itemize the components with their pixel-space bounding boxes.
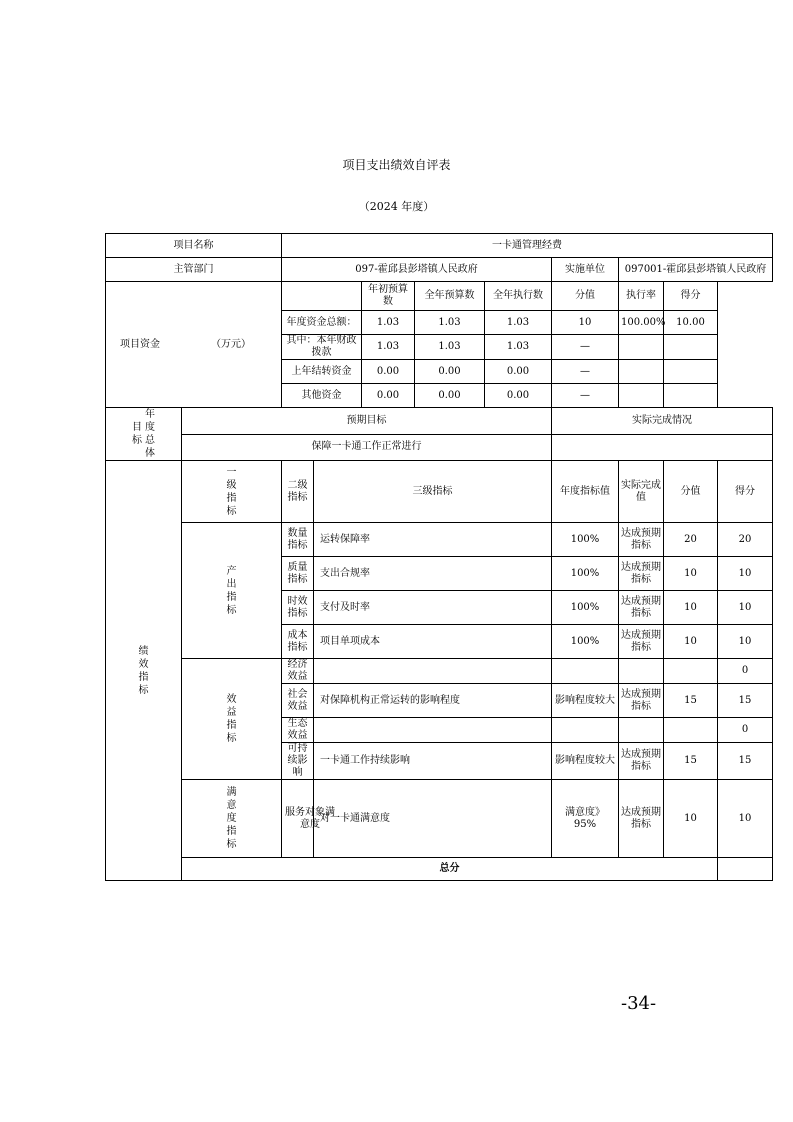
goal-header-row xyxy=(106,408,773,435)
funds-row-label: 年度资金总额： xyxy=(282,311,362,335)
funds-row-label: 其他资金 xyxy=(282,384,362,408)
perf-label-cell xyxy=(106,461,182,881)
perf-target: 影响程度较大 xyxy=(552,684,619,718)
impl-label: 实施单位 xyxy=(552,258,619,282)
funds-row-label: 上年结转资金 xyxy=(282,360,362,384)
perf-level3: 对保障机构正常运转的影响程度 xyxy=(314,684,552,718)
impl-value: 097001-霍邱县彭塔镇人民政府 xyxy=(619,258,773,282)
funds-cell: 0.00 xyxy=(485,384,552,408)
perf-h-target: 年度指标值 xyxy=(552,461,619,523)
perf-level3: 支付及时率 xyxy=(314,591,552,625)
funds-cell: 1.03 xyxy=(415,311,485,335)
form-title: 项目支出绩效自评表 xyxy=(342,158,451,172)
perf-h-value: 分值 xyxy=(664,461,718,523)
funds-cell xyxy=(619,335,664,360)
funds-cell xyxy=(664,384,718,408)
self-evaluation-table xyxy=(105,233,773,881)
perf-row xyxy=(106,780,773,858)
goal-label-b: 目标 xyxy=(132,422,142,446)
perf-h-score: 得分 xyxy=(718,461,773,523)
perf-target: 影响程度较大 xyxy=(552,743,619,780)
perf-level2: 成本指标 xyxy=(282,625,314,659)
perf-level3 xyxy=(314,659,552,684)
perf-value: 10 xyxy=(664,591,718,625)
funds-cell: 0.00 xyxy=(362,384,415,408)
perf-actual: 达成预期指标 xyxy=(619,625,664,659)
funds-header-row xyxy=(106,282,773,311)
funds-corner xyxy=(282,282,362,311)
perf-value: 10 xyxy=(664,557,718,591)
funds-cell: 0.00 xyxy=(415,384,485,408)
perf-row xyxy=(106,523,773,557)
perf-value: 15 xyxy=(664,684,718,718)
funds-cell: — xyxy=(552,360,619,384)
funds-cell: 10.00 xyxy=(664,311,718,335)
perf-score: 10 xyxy=(718,557,773,591)
perf-score: 15 xyxy=(718,684,773,718)
perf-level2: 可持续影响 xyxy=(282,743,314,780)
funds-cell: 100.00% xyxy=(619,311,664,335)
perf-level2: 时效指标 xyxy=(282,591,314,625)
funds-cell xyxy=(664,360,718,384)
funds-cell: — xyxy=(552,335,619,360)
perf-level3: 一卡通工作持续影响 xyxy=(314,743,552,780)
perf-actual: 达成预期指标 xyxy=(619,743,664,780)
perf-level3 xyxy=(314,718,552,743)
perf-level2: 社会效益 xyxy=(282,684,314,718)
page-number: -34- xyxy=(621,993,657,1014)
funds-col: 得分 xyxy=(664,282,718,311)
perf-target: 100% xyxy=(552,523,619,557)
perf-h-level3: 三级指标 xyxy=(314,461,552,523)
goal-actual-label: 实际完成情况 xyxy=(552,408,773,435)
perf-level3: 支出合规率 xyxy=(314,557,552,591)
funds-label: 项目资金 xyxy=(120,338,160,350)
perf-level2: 数量指标 xyxy=(282,523,314,557)
perf-actual xyxy=(619,718,664,743)
perf-value: 20 xyxy=(664,523,718,557)
project-name-row xyxy=(106,234,773,258)
perf-value: 10 xyxy=(664,780,718,858)
perf-score: 10 xyxy=(718,625,773,659)
perf-target: 满意度》95% xyxy=(552,780,619,858)
perf-value xyxy=(664,718,718,743)
perf-h-level1: 一级指标 xyxy=(182,461,282,523)
funds-cell: 0.00 xyxy=(485,360,552,384)
perf-level1: 效益指标 xyxy=(182,659,282,780)
funds-cell xyxy=(619,360,664,384)
perf-target: 100% xyxy=(552,591,619,625)
perf-actual: 达成预期指标 xyxy=(619,591,664,625)
dept-value: 097-霍邱县彭塔镇人民政府 xyxy=(282,258,552,282)
perf-h-actual: 实际完成值 xyxy=(619,461,664,523)
perf-actual xyxy=(619,659,664,684)
perf-score: 10 xyxy=(718,780,773,858)
perf-value: 10 xyxy=(664,625,718,659)
perf-actual: 达成预期指标 xyxy=(619,557,664,591)
goal-expected: 保障一卡通工作正常进行 xyxy=(182,434,552,461)
funds-cell xyxy=(619,384,664,408)
funds-unit: （万元） xyxy=(211,338,251,350)
perf-level3: 对一卡通满意度 xyxy=(314,780,552,858)
form-year: （2024 年度） xyxy=(358,200,435,213)
funds-cell: 10 xyxy=(552,311,619,335)
funds-cell: 1.03 xyxy=(485,335,552,360)
project-name-label: 项目名称 xyxy=(106,234,282,258)
perf-score: 20 xyxy=(718,523,773,557)
department-row xyxy=(106,258,773,282)
total-actual-blank xyxy=(718,858,773,881)
perf-actual: 达成预期指标 xyxy=(619,780,664,858)
perf-row xyxy=(106,659,773,684)
perf-level3: 项目单项成本 xyxy=(314,625,552,659)
perf-target xyxy=(552,718,619,743)
perf-h-level2: 二级指标 xyxy=(282,461,314,523)
perf-score: 0 xyxy=(718,718,773,743)
funds-cell: 0.00 xyxy=(415,360,485,384)
funds-label-cell xyxy=(106,282,282,408)
goal-actual xyxy=(552,434,773,461)
total-row xyxy=(106,858,773,881)
perf-label: 绩效指标 xyxy=(138,645,149,696)
funds-col: 分值 xyxy=(552,282,619,311)
perf-score: 10 xyxy=(718,591,773,625)
perf-actual: 达成预期指标 xyxy=(619,523,664,557)
perf-score: 0 xyxy=(718,659,773,684)
goal-content-row xyxy=(106,434,773,461)
perf-level2: 质量指标 xyxy=(282,557,314,591)
funds-row-label: 其中：本年财政拨款 xyxy=(282,335,362,360)
funds-col: 执行率 xyxy=(619,282,664,311)
perf-score: 15 xyxy=(718,743,773,780)
funds-cell: 1.03 xyxy=(362,335,415,360)
funds-cell: 1.03 xyxy=(415,335,485,360)
perf-level3: 运转保障率 xyxy=(314,523,552,557)
dept-label: 主管部门 xyxy=(106,258,282,282)
funds-cell xyxy=(664,335,718,360)
perf-header-row xyxy=(106,461,773,523)
goal-label-cell xyxy=(106,408,182,461)
project-name-value: 一卡通管理经费 xyxy=(282,234,773,258)
perf-level2: 生态效益 xyxy=(282,718,314,743)
perf-value xyxy=(664,659,718,684)
perf-value: 15 xyxy=(664,743,718,780)
total-label: 总分 xyxy=(182,858,718,881)
funds-cell: — xyxy=(552,384,619,408)
perf-actual: 达成预期指标 xyxy=(619,684,664,718)
funds-col: 年初预算数 xyxy=(362,282,415,311)
perf-level2: 服务对象满意度 xyxy=(282,780,314,858)
perf-target xyxy=(552,659,619,684)
perf-level2: 经济效益 xyxy=(282,659,314,684)
funds-cell: 1.03 xyxy=(485,311,552,335)
funds-col: 全年执行数 xyxy=(485,282,552,311)
funds-col: 全年预算数 xyxy=(415,282,485,311)
perf-target: 100% xyxy=(552,557,619,591)
funds-cell: 0.00 xyxy=(362,360,415,384)
perf-target: 100% xyxy=(552,625,619,659)
goal-label-a: 年度总体 xyxy=(145,409,155,459)
funds-cell: 1.03 xyxy=(362,311,415,335)
goal-expected-label: 预期目标 xyxy=(182,408,552,435)
perf-level1: 产出指标 xyxy=(182,523,282,659)
perf-level1: 满意度指标 xyxy=(182,780,282,858)
